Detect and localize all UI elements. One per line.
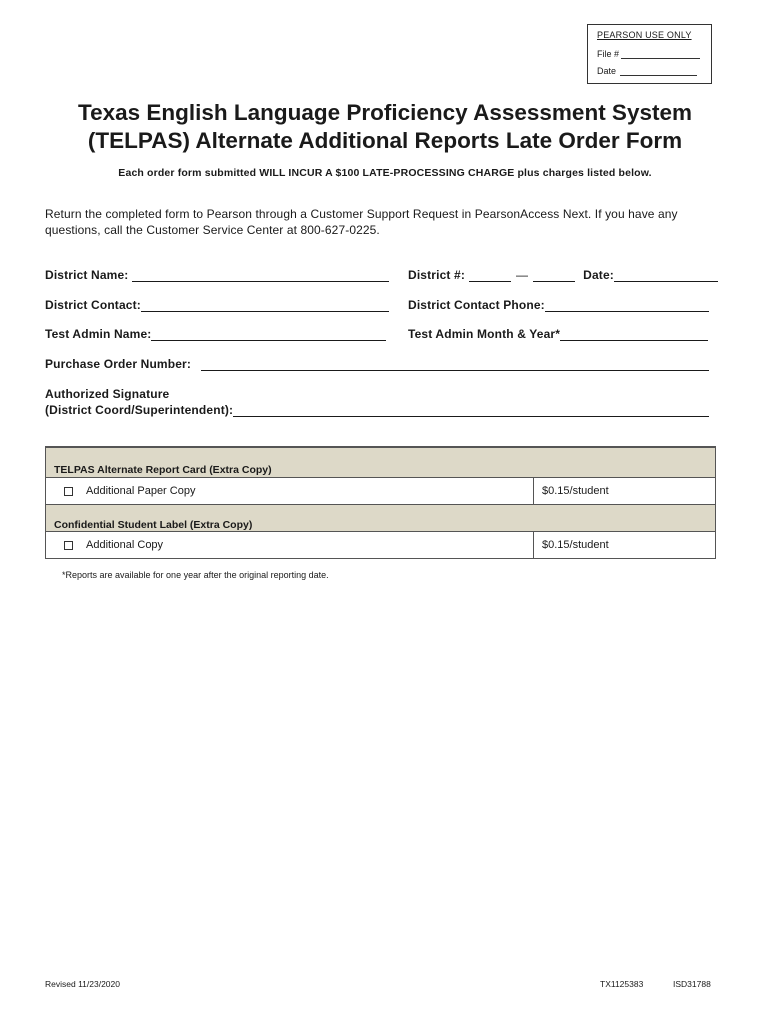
title-line-1: Texas English Language Proficiency Assessment System xyxy=(78,100,692,125)
test-admin-name-input[interactable] xyxy=(151,328,386,341)
district-name-label: District Name: xyxy=(45,268,129,282)
section-title-student-label: Confidential Student Label (Extra Copy) xyxy=(54,519,253,531)
date-input[interactable] xyxy=(614,269,718,282)
title-line-2: (TELPAS) Alternate Additional Reports Late Order Form xyxy=(87,128,683,153)
test-admin-name-label: Test Admin Name: xyxy=(45,327,152,341)
district-name-field xyxy=(45,268,389,282)
page-title xyxy=(0,99,770,155)
signature-label-line-2: (District Coord/Superintendent): xyxy=(45,403,234,417)
price-cell: $0.15/student xyxy=(542,539,609,551)
section-header-student-label xyxy=(46,504,715,531)
file-number-row xyxy=(597,49,700,59)
district-number-field xyxy=(408,268,718,282)
district-contact-field xyxy=(45,298,389,312)
item-label: Additional Paper Copy xyxy=(86,485,196,497)
footnote: *Reports are available for one year after the original reporting date. xyxy=(62,570,329,580)
table-row xyxy=(46,531,715,558)
pearson-date-row xyxy=(597,66,697,76)
district-contact-phone-input[interactable] xyxy=(545,299,709,312)
item-cell xyxy=(46,478,534,504)
purchase-order-field xyxy=(45,357,709,371)
district-number-input-1[interactable] xyxy=(469,269,511,282)
checkbox-additional-copy[interactable] xyxy=(64,541,73,550)
price-cell: $0.15/student xyxy=(542,485,609,497)
pearson-date-label: Date xyxy=(597,66,617,76)
date-label: Date: xyxy=(583,268,614,282)
table-row xyxy=(46,477,715,504)
revised-date: Revised 11/23/2020 xyxy=(45,979,120,989)
isd-code: ISD31788 xyxy=(673,979,711,989)
form-code: TX1125383 xyxy=(600,979,644,989)
pearson-date-field[interactable] xyxy=(620,66,697,76)
district-number-label: District #: xyxy=(408,268,465,282)
file-number-label: File # xyxy=(597,49,620,59)
late-charge-notice: Each order form submitted WILL INCUR A $100 LATE-PROCESSING CHARGE plus charges listed below. xyxy=(118,167,652,179)
file-number-field[interactable] xyxy=(621,49,700,59)
signature-label-line-1: Authorized Signature xyxy=(45,387,170,401)
test-admin-name-field xyxy=(45,327,386,341)
pearson-use-only-title: PEARSON USE ONLY xyxy=(597,30,692,40)
section-header-report-card xyxy=(46,448,715,477)
checkbox-additional-paper-copy[interactable] xyxy=(64,487,73,496)
district-contact-phone-label: District Contact Phone: xyxy=(408,298,545,312)
district-number-dash: — xyxy=(516,268,529,282)
intro-text: Return the completed form to Pearson through a Customer Support Request in PearsonAccess Next. If you have any questions, call the Customer Service Center at 800-627-0225. xyxy=(45,207,678,237)
pearson-use-only-box xyxy=(587,24,712,84)
item-cell xyxy=(46,532,534,558)
test-admin-month-year-label: Test Admin Month & Year* xyxy=(408,327,561,341)
purchase-order-label: Purchase Order Number: xyxy=(45,357,192,371)
signature-row xyxy=(45,403,709,417)
signature-input[interactable] xyxy=(233,404,709,417)
authorized-signature-field xyxy=(45,387,709,417)
purchase-order-input[interactable] xyxy=(201,358,709,371)
order-table xyxy=(45,446,716,559)
district-number-input-2[interactable] xyxy=(533,269,575,282)
district-contact-input[interactable] xyxy=(141,299,389,312)
test-admin-month-year-input[interactable] xyxy=(560,328,708,341)
test-admin-month-year-field xyxy=(408,327,708,341)
section-title-report-card: TELPAS Alternate Report Card (Extra Copy) xyxy=(54,464,272,476)
district-contact-phone-field xyxy=(408,298,709,312)
item-label: Additional Copy xyxy=(86,539,164,551)
district-contact-label: District Contact: xyxy=(45,298,141,312)
district-name-input[interactable] xyxy=(132,269,389,282)
